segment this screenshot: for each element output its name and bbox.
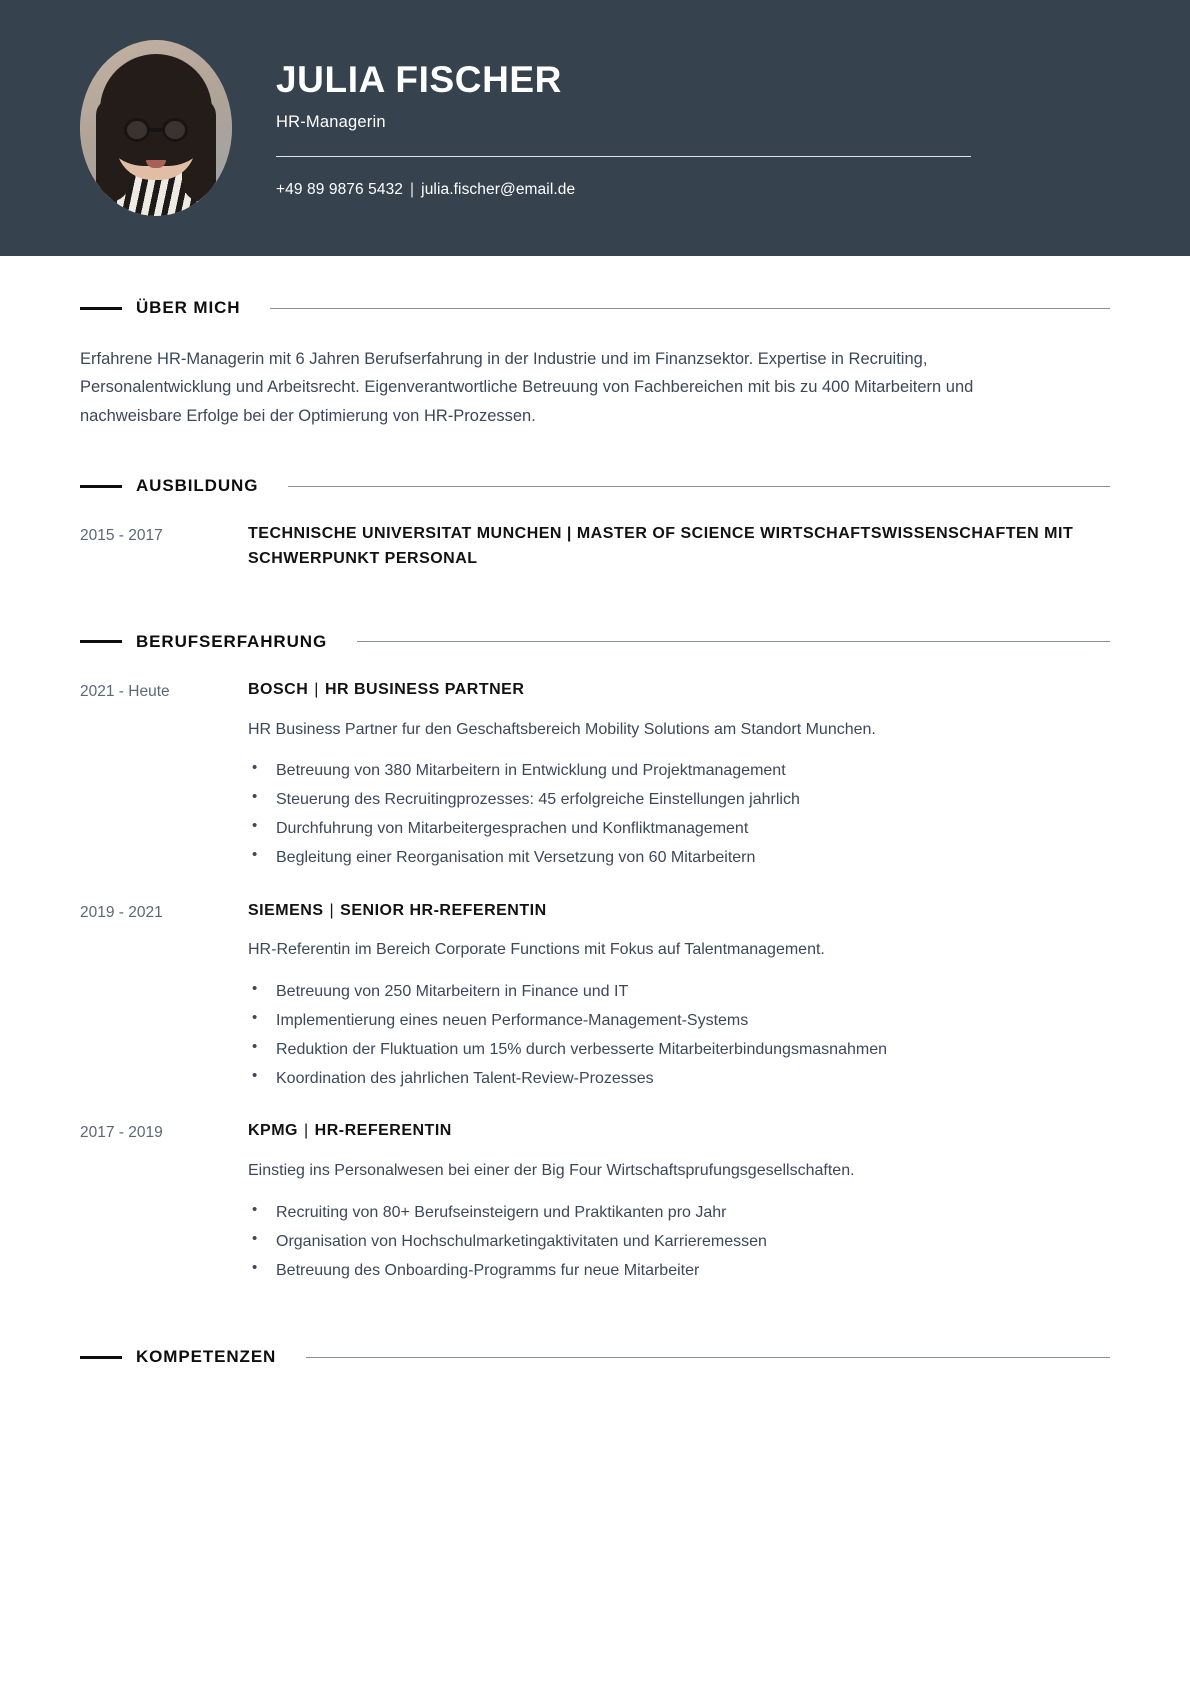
experience-description: Einstieg ins Personalwesen bei einer der Big Four Wirtschaftsprufungsgesellschaften. xyxy=(248,1162,855,1180)
experience-position: HR BUSINESS PARTNER xyxy=(324,680,525,698)
section-dash-icon xyxy=(80,1356,122,1359)
list-item: • Betreuung von 380 Mitarbeitern in Entwicklung und Projektmanagement xyxy=(248,756,1110,785)
full-name: JULIA FISCHER xyxy=(276,58,563,100)
experience-date: 2017 - 2019 xyxy=(80,1124,163,1142)
resume-header xyxy=(0,0,1190,256)
avatar-glasses-left xyxy=(124,118,150,142)
section-dash-icon xyxy=(80,307,122,310)
education-entry xyxy=(80,522,1110,572)
experience-company: KPMG xyxy=(248,1122,298,1140)
experience-description: HR Business Partner fur den Geschaftsbereich Mobility Solutions am Standort Munchen. xyxy=(248,720,876,738)
experience-title xyxy=(248,899,1110,924)
experience-company: SIEMENS xyxy=(248,901,324,919)
resume-content xyxy=(0,298,1190,1367)
experience-company: BOSCH xyxy=(248,680,309,698)
experience-bullets xyxy=(248,977,1110,1093)
title-separator: | xyxy=(304,1122,309,1140)
avatar-glasses-right xyxy=(162,118,188,142)
section-header-experience xyxy=(80,632,1110,652)
experience-body xyxy=(248,899,1110,1094)
contact-line xyxy=(276,181,971,199)
header-divider xyxy=(276,156,971,157)
list-item: • Steuerung des Recruitingprozesses: 45 erfolgreiche Einstellungen jahrlich xyxy=(248,785,1110,814)
list-item: • Organisation von Hochschulmarketingaktivitaten und Karrieremessen xyxy=(248,1227,1110,1256)
experience-title xyxy=(248,678,1110,703)
list-item: • Begleitung einer Reorganisation mit Versetzung von 60 Mitarbeitern xyxy=(248,843,1110,872)
section-education xyxy=(80,476,1110,572)
section-header-about xyxy=(80,298,1110,318)
education-date: 2015 - 2017 xyxy=(80,527,163,545)
job-title: HR-Managerin xyxy=(276,113,386,132)
section-dash-icon xyxy=(80,485,122,488)
section-experience xyxy=(80,632,1110,1285)
experience-entry xyxy=(80,899,1110,1094)
experience-title xyxy=(248,1119,1110,1144)
section-title-education: AUSBILDUNG xyxy=(136,476,259,496)
section-rule xyxy=(306,1357,1110,1358)
phone-number[interactable]: +49 89 9876 5432 xyxy=(276,181,404,199)
list-item: • Betreuung von 250 Mitarbeitern in Finance und IT xyxy=(248,977,1110,1006)
experience-bullets xyxy=(248,756,1110,872)
about-text: Erfahrene HR-Managerin mit 6 Jahren Berufserfahrung in der Industrie und im Finanzsektor. Expertise in Recruiting, Personalentwicklung und Arbeitsrecht. Eigenverantwortliche Betreuung von Fachbereichen mit bis zu 400 Mitarbeitern und nachweisbare Erfolge bei der Optimierung von HR-Prozessen. xyxy=(80,350,974,425)
experience-entry xyxy=(80,678,1110,873)
experience-date: 2019 - 2021 xyxy=(80,903,163,921)
experience-position: HR-REFERENTIN xyxy=(314,1122,452,1140)
experience-entry xyxy=(80,1119,1110,1285)
contact-separator: | xyxy=(410,181,415,199)
section-header-education xyxy=(80,476,1110,496)
title-separator: | xyxy=(314,680,319,698)
email-address[interactable]: julia.fischer@email.de xyxy=(421,181,576,199)
experience-date: 2021 - Heute xyxy=(80,682,170,700)
avatar xyxy=(80,40,232,216)
experience-position: SENIOR HR-REFERENTIN xyxy=(340,901,547,919)
list-item: • Reduktion der Fluktuation um 15% durch verbesserte Mitarbeiterbindungsmasnahmen xyxy=(248,1035,1110,1064)
list-item: • Koordination des jahrlichen Talent-Review-Prozesses xyxy=(248,1064,1110,1093)
section-skills xyxy=(80,1347,1110,1367)
section-rule xyxy=(270,308,1110,309)
section-about xyxy=(80,298,1110,430)
section-dash-icon xyxy=(80,640,122,643)
section-header-skills xyxy=(80,1347,1110,1367)
list-item: • Betreuung des Onboarding-Programms fur neue Mitarbeiter xyxy=(248,1256,1110,1285)
list-item: • Recruiting von 80+ Berufseinsteigern und Praktikanten pro Jahr xyxy=(248,1198,1110,1227)
education-title: TECHNISCHE UNIVERSITAT MUNCHEN | MASTER OF SCIENCE WIRTSCHAFTSWISSENSCHAFTEN MIT SCHWERPUNKT PERSONAL xyxy=(248,525,1074,567)
list-item: • Implementierung eines neuen Performance-Management-Systems xyxy=(248,1006,1110,1035)
section-title-about: ÜBER MICH xyxy=(136,298,241,317)
header-text-block xyxy=(276,57,971,200)
avatar-glasses-bridge xyxy=(149,128,163,132)
section-title-experience: BERUFSERFAHRUNG xyxy=(136,631,328,651)
title-separator: | xyxy=(329,901,335,919)
experience-body xyxy=(248,678,1110,873)
education-body xyxy=(248,522,1110,572)
section-title-skills: KOMPETENZEN xyxy=(136,1347,277,1367)
experience-bullets xyxy=(248,1198,1110,1285)
list-item: • Durchfuhrung von Mitarbeitergesprachen und Konfliktmanagement xyxy=(248,814,1110,843)
avatar-hair-top xyxy=(100,54,212,166)
section-rule xyxy=(288,486,1110,487)
experience-body xyxy=(248,1119,1110,1285)
experience-description: HR-Referentin im Bereich Corporate Functions mit Fokus auf Talentmanagement. xyxy=(248,941,825,959)
section-rule xyxy=(357,641,1110,642)
